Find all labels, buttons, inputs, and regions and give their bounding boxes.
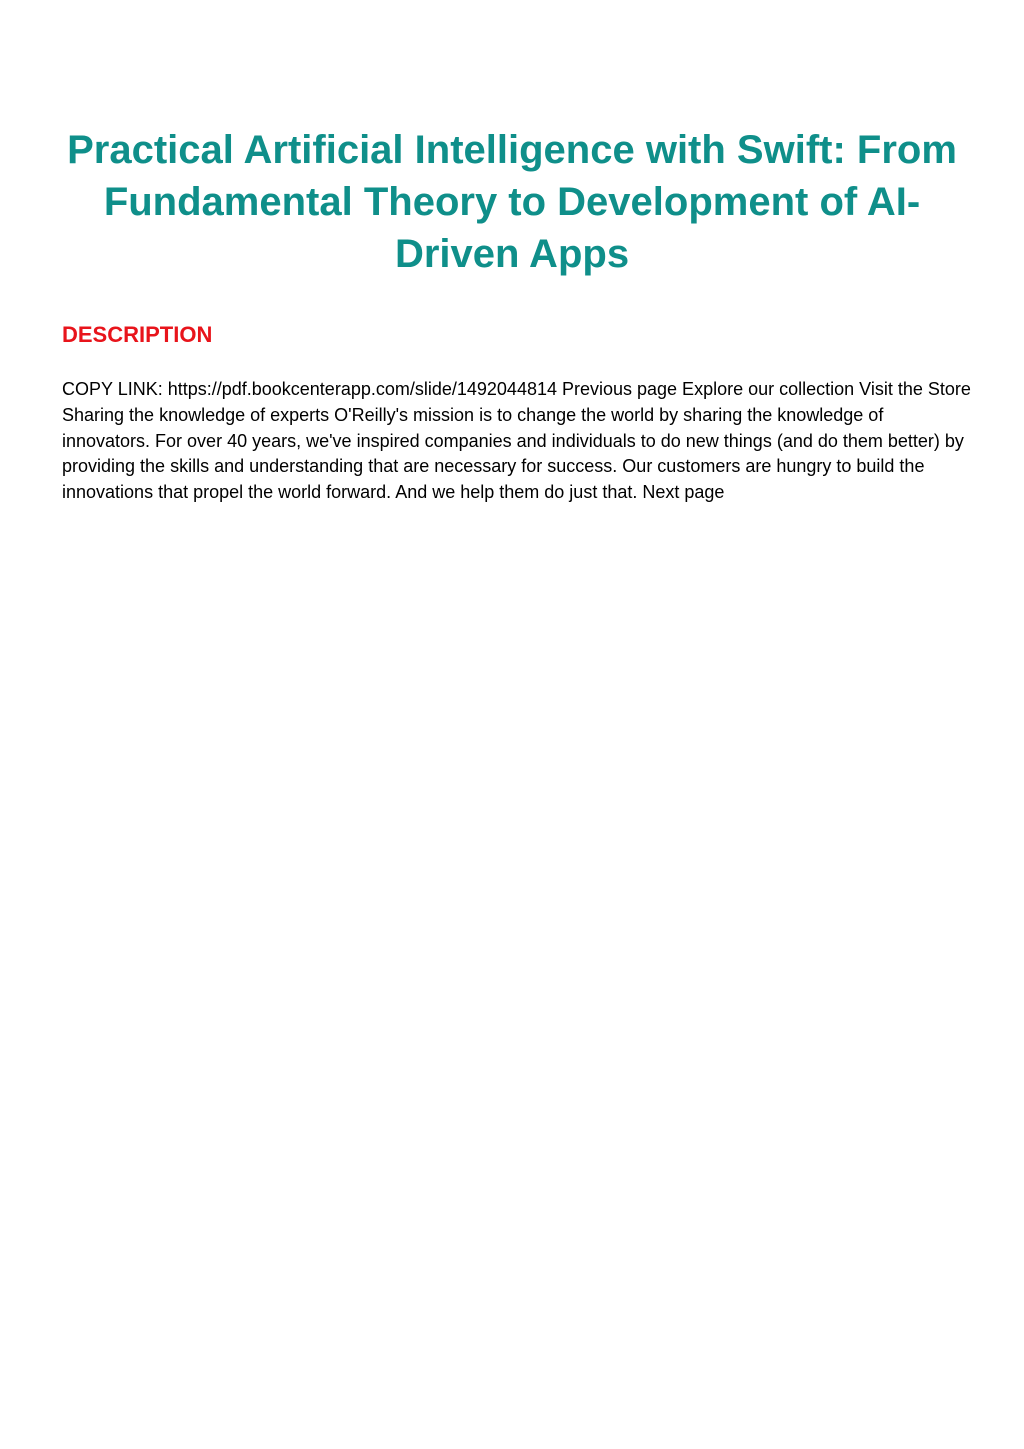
description-text: COPY LINK: https://pdf.bookcenterapp.com/slide/1492044814 Previous page Explore our collection Visit the Store Sharing the knowledge of experts O'Reilly's mission is to change the world by sharing the knowledge of innovators. For over 40 years, we've inspired companies and individuals to do new things (and do them better) by providing the skills and understanding that are necessary for success. Our customers are hungry to build the innovations that propel the world forward. And we help them do just that. Next page [62, 379, 971, 503]
document-title: Practical Artificial Intelligence with Swift: From Fundamental Theory to Development of AI-Driven Apps [67, 128, 957, 276]
description-heading: DESCRIPTION [62, 322, 213, 347]
